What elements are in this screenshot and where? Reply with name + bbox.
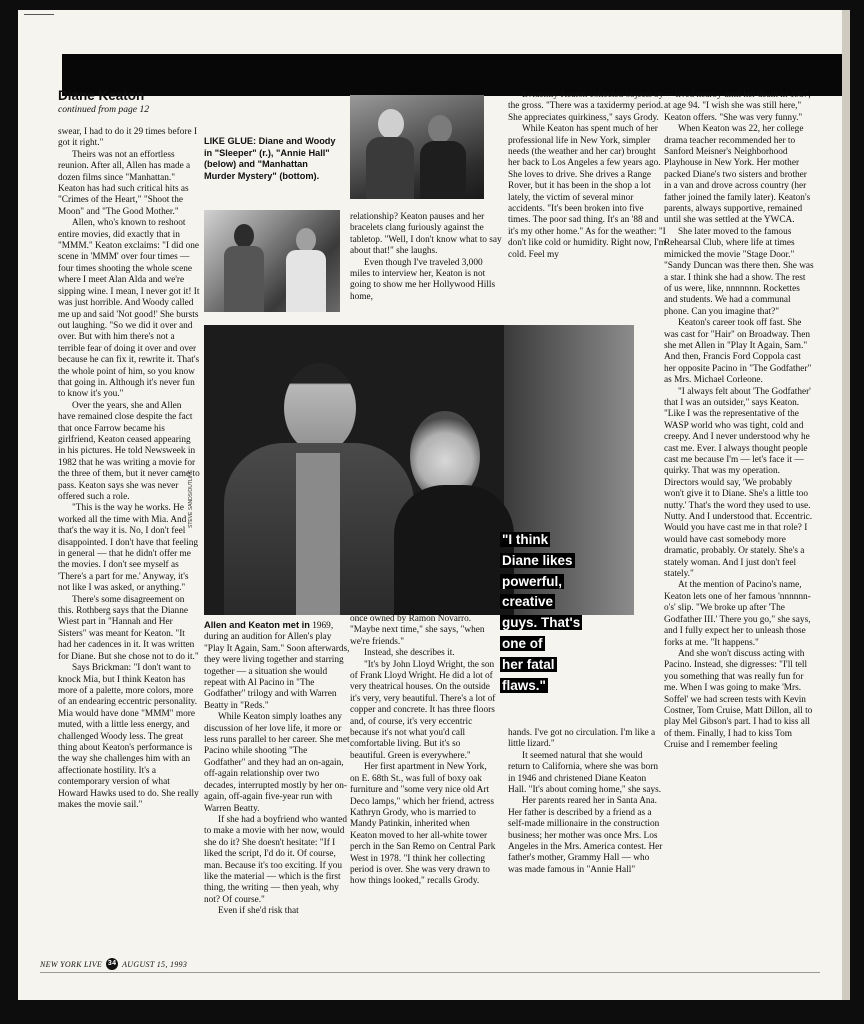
continued-note: continued from page 12	[58, 104, 150, 115]
photo-credit: STEVE SANDS/OUTLINE	[188, 469, 194, 528]
paragraph: "I always felt about 'The Godfather' that I was an outsider," says Keaton. "Like I was the representative of the WASP world who was tight, cold and creepy. And I never understood why he cast me. Ever. I always thought people cast me because I'm — let's face it — quirky. That was my operation. Directors would say, 'We probably won't give it to Diane. She's a little too nutty.' That's the word they used to use. Nutty. And I understood that. Eccentric. Would you have cast me in that role? I would have cast somebody more dramatic, probably. Or stately. She's a stately woman. And I just don't feel stately."	[664, 386, 813, 580]
paragraph: Theirs was not an effortless reunion. After all, Allen has made a dozen films since "Manhattan." Keaton has had such critical hits as "Crimes of the Heart," "Shoot the Moon" and "The Good Mother."	[58, 149, 191, 217]
column-2	[204, 620, 350, 918]
paragraph: It seemed natural that she would return to California, where she was born in 1946 and christened Diane Keaton Hall. "It's about coming home," she says.	[508, 750, 662, 796]
column-3-top	[350, 212, 502, 303]
lead-in: Allen and Keaton met in	[204, 620, 310, 630]
top-rule	[24, 14, 54, 15]
issue-date: AUGUST 15, 1993	[122, 959, 188, 969]
column-5	[664, 90, 814, 752]
paragraph: There's some disagreement on this. Rothberg says that the Dianne Wiest part in "Hannah and Her Sisters" was meant for Keaton. "It had her cadences in it. It was written for Diane. But she chose not to do it."	[58, 594, 199, 662]
article-heading: Diane Keaton	[58, 88, 145, 103]
pull-quote-line: "I think	[502, 532, 549, 547]
paragraph: hands. I've got no circulation. I'm like a little lizard."	[508, 728, 656, 750]
paragraph: While Keaton has spent much of her professional life in New York, simpler needs (the weather and her car) brought her back to Los Angeles a few years ago. She loves to drive. She drives a Range Rover, but it has been in the shop a lot lately, the victim of several minor accidents. "It's been broken into five times. The poor sad thing. It's an '88 and it's my other home." As for the weather: "I don't like cold or humidity. Right now, I'm cold. Feel my	[508, 124, 666, 260]
sleeper-photo	[350, 95, 484, 199]
column-1	[58, 127, 200, 811]
pull-quote-line: powerful,	[502, 573, 562, 589]
publication-name: NEW YORK LIVE	[40, 959, 103, 969]
pull-quote	[500, 530, 628, 696]
paragraph: If she had a boyfriend who wanted to make a movie with her now, would she do it? She doesn't hesitate: "If I liked the script, I'd do it. Of course, man. Because it's too exciting. If you like the material — which is the first thing, the writing — then yeah, why not? Of course."	[204, 814, 348, 905]
paragraph: "This is the way he works. He worked all the time with Mia. And that's the way it is. No, I don't feel disappointed. I don't have that feeling in general — that he didn't offer me the movies. I don't see myself as 'There's a part for me.' Anyway, it's not like I was asked, or anything."	[58, 503, 199, 594]
paragraph: Her parents reared her in Santa Ana. Her father is described by a friend as a self-made millionaire in the construction business; her mother was once Mrs. Los Angeles in the Mrs. America contest. Her father's mother, Grammy Hall — who was made famous in "Annie Hall"	[508, 796, 663, 875]
column-3-bottom	[350, 614, 498, 888]
paragraph: While Keaton simply loathes any discussion of her love life, it more or less runs parallel to her career. She met Pacino while shooting "The Godfather" and they had an on-again, off-again relationship over two decades, interrupted mostly by her on-again, off-again five-year run with Warren Beatty.	[204, 712, 350, 814]
paragraph-text: 1969, during an audition for Allen's play "Play It Again, Sam." Soon afterwards, they were living together and starring together — a situation she would repeat with Al Pacino in "The Godfather" trilogy and with Warren Beatty in "Reds."	[204, 621, 350, 711]
page-edge	[842, 10, 850, 1000]
column-4-bottom	[508, 728, 666, 876]
paragraph: swear, I had to do it 29 times before I got it right."	[58, 127, 198, 149]
pull-quote-line: one of	[502, 635, 543, 651]
page-footer	[40, 958, 187, 970]
footer-rule	[40, 972, 820, 973]
paragraph: Even though I've traveled 3,000 miles to interview her, Keaton is not going to show me her Hollywood Hills home,	[350, 257, 496, 302]
paragraph: Says Brickman: "I don't want to knock Mia, but I think Keaton has more of a palette, more colors, more of an endearing eccentric personality. Mia would have done "MMM" more muted, with a little less energy, and challenged Woody less. The great thing about Keaton's performance is the way she challenges him with an affectionate hostility. It's a contemporary version of what Howard Hawks used to do. She really makes the movie sail."	[58, 663, 199, 810]
paragraph: Evidently Keaton collected objects by the gross. "There was a taxidermy period. She appreciates quirkiness," says Grody.	[508, 90, 664, 123]
paragraph: She later moved to the famous Rehearsal Club, where life at times mimicked the movie "Stage Door." "Sandy Duncan was there then. She was a star. I think she had a show. The rest of us were, like, nnnnnnn. Rockettes and students. We had a communal phone. Can you imagine that?"	[664, 226, 814, 317]
pull-quote-line: Diane likes	[502, 552, 573, 568]
paragraph: When Keaton was 22, her college drama teacher recommended her to Sanford Meisner's Neighborhood Playhouse in New York. Her mother packed Diane's two sisters and brother in a van and drove across country (her father joined the family later). Keaton's parents, always supportive, remained until she was settled at the YWCA.	[664, 124, 811, 226]
pull-quote-line: flaws."	[502, 677, 546, 693]
paragraph: Her first apartment in New York, on E. 68th St., was full of boxy oak furniture and "some very nice old Art Deco lamps," which her friend, actress Kathryn Grody, who is married to Mandy Patinkin, inherited when Keaton moved to her all-white tower perch in the San Remo on Central Park West in 1978. "I think her collecting period is over. She was very drawn to how things looked," recalls Grody.	[350, 762, 496, 887]
paragraph: And she won't discuss acting with Pacino. Instead, she digresses: "I'll tell you something that was really fun for me. When I was going to make 'Mrs. Soffel' we had screen tests with Kevin Costner, Tom Cruise, Matt Dillon, all to play Mel Gibson's part. I had to kiss all of them. Finally, I had to kiss Tom Cruise and I remember feeling	[664, 648, 813, 751]
annie-hall-photo	[204, 210, 340, 312]
paragraph: "It's by John Lloyd Wright, the son of Frank Lloyd Wright. He did a lot of very theatrical houses. On the outside it's very, very beautiful. There's a lot of copper and concrete. It has three floors and, of course, it's very eccentric because it's not what you'd call comfortable living. But it's so beautiful. Green is everywhere."	[350, 659, 496, 761]
paragraph: once owned by Ramon Novarro. "Maybe next time," she says, "when we're friends."	[350, 614, 485, 647]
pull-quote-line: guys. That's	[502, 615, 581, 631]
paragraph: Keaton's career took off fast. She was cast for "Hair" on Broadway. Then she met Allen in "Play It Again, Sam." And then, Francis Ford Coppola cast her opposite Pacino in "The Godfather" as Mrs. Michael Corleone.	[664, 318, 812, 386]
paragraph: Over the years, she and Allen have remained close despite the fact that once Farrow became his girlfriend, Keaton ceased appearing in his pictures. He told Newsweek in 1982 that he was writing a movie for the three of them, but it never came to pass. Keaton says she was never offered such a role.	[58, 400, 200, 502]
pull-quote-line: creative	[502, 594, 554, 610]
photo-caption: LIKE GLUE: Diane and Woody in "Sleeper" (r.), "Annie Hall" (below) and "Manhattan Murder Mystery" (bottom).	[204, 136, 336, 181]
paragraph: — lived nearby until her death in 1987, at age 94. "I wish she was still here," Keaton offers. "She was very funny."	[664, 90, 811, 123]
paragraph: Allen, who's known to reshoot entire movies, did exactly that in "MMM." Keaton exclaims: "I did one scene in 'MMM' over four times — four times shooting the whole scene where I meet Alan Alda and we're sipping wine. I mean, I never got it! It was just horrible. And Woody called me up and said 'Not good!' She bursts out laughing. "So we did it over and over. But with him there's not a terrible fear of doing it over and over because he can fix it, rewrite it. That's the whole point of him, so you know that going in. Although it's never fun to know it's you."	[58, 218, 200, 400]
column-4-top	[508, 90, 666, 261]
paragraph: Instead, she describes it.	[364, 648, 455, 659]
page-number: 34	[106, 958, 118, 970]
paragraph: At the mention of Pacino's name, Keaton lets one of her famous 'nnnnnn-o's' slip. "We broke up after 'The Godfather III.' There you go," she says, and I fully expect her to unleash those forks at me. "It happens."	[664, 580, 811, 648]
paragraph: relationship? Keaton pauses and her bracelets clang furiously against the tabletop. "Well, I don't know what to say about that!" she laughs.	[350, 212, 502, 257]
pull-quote-line: her fatal	[502, 656, 555, 672]
paragraph	[204, 620, 350, 712]
paragraph: Even if she'd risk that	[218, 906, 299, 917]
